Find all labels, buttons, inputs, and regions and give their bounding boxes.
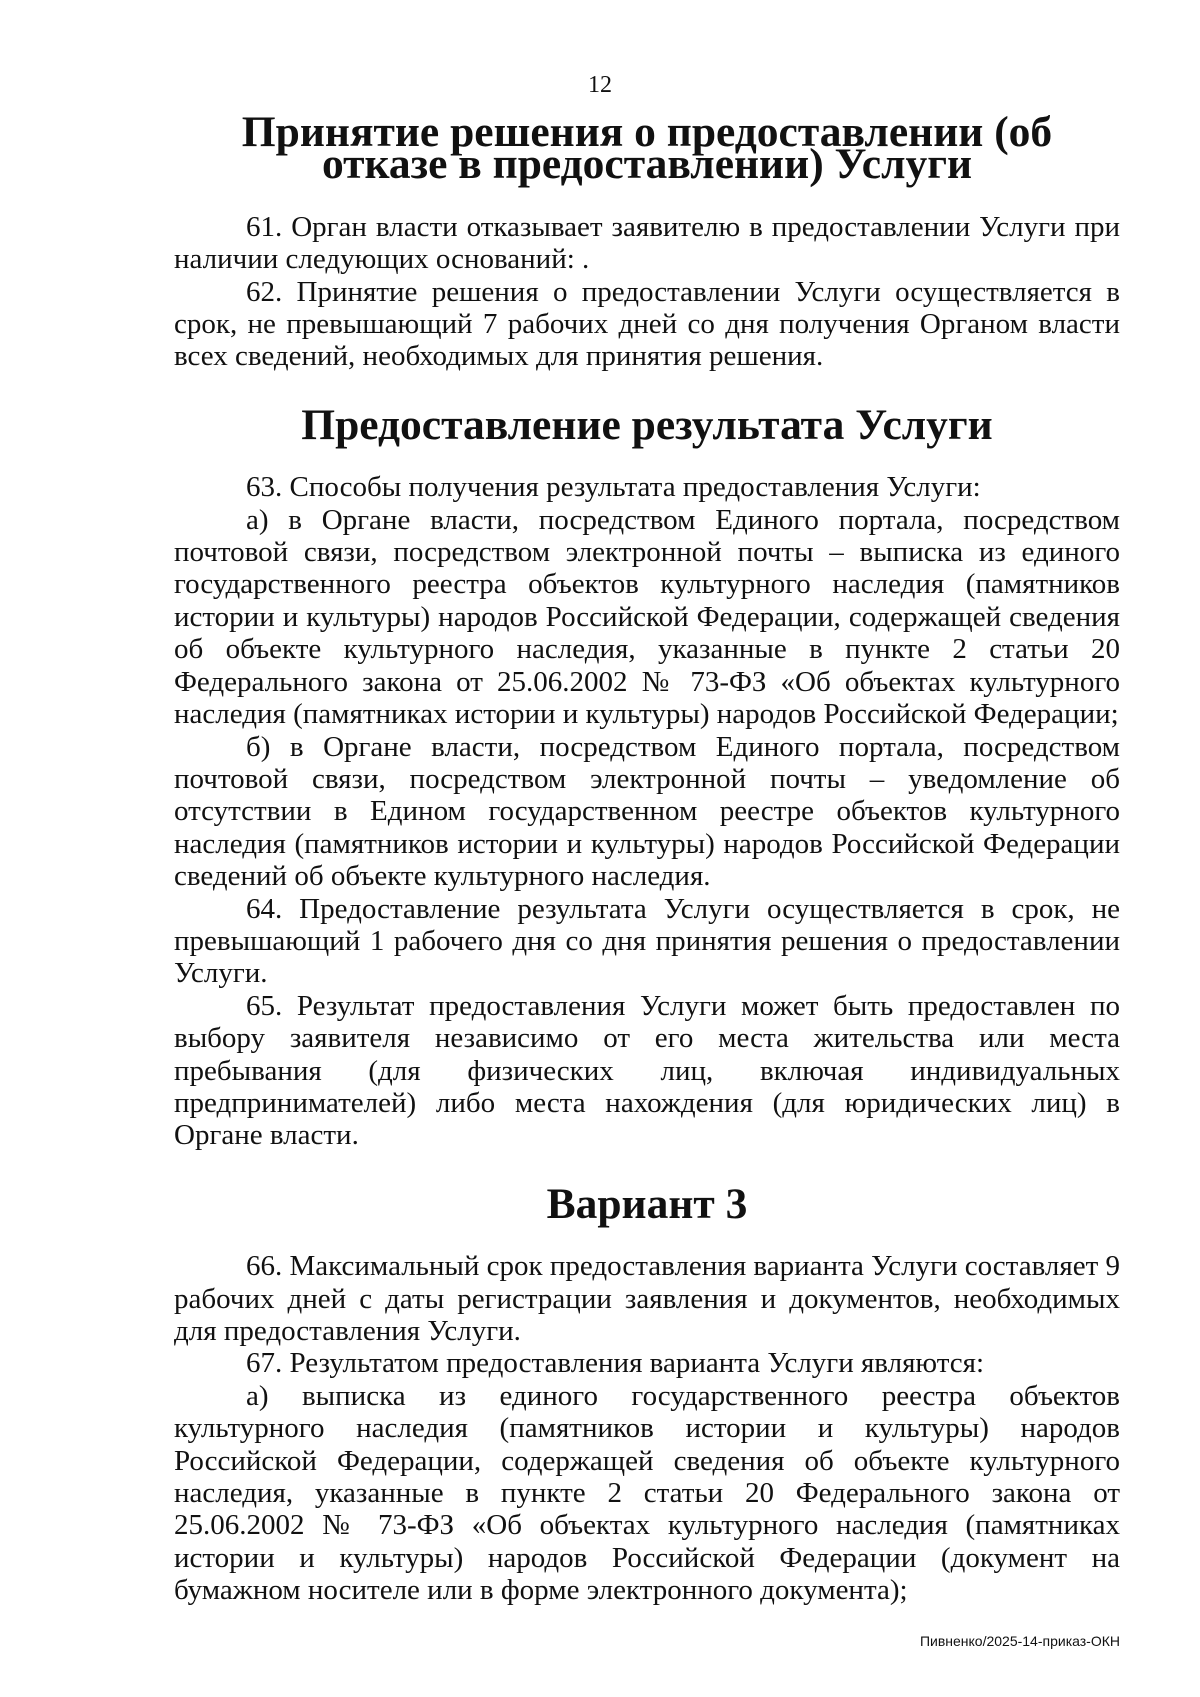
page-number: 12 [588, 72, 612, 98]
paragraph-63-a: а) в Органе власти, посредством Единого портала, посредством почтовой связи, посредством электронной почты – выписка из единого государственного реестра объектов культурного наследия (памятников истории и культуры) народов Российской Федерации, содержащей сведения об объекте культурного наследия, указанные в пункте 2 статьи 20 Федерального закона от 25.06.2002 № 73-ФЗ «Об объектах культурного наследия (памятниках истории и культуры) народов Российской Федерации; [174, 503, 1120, 731]
document-body [174, 108, 1120, 1607]
section-heading-variant-3: Вариант 3 [546, 1179, 748, 1228]
paragraph-67: 67. Результатом предоставления варианта Услуги являются: [246, 1347, 984, 1380]
paragraph-63: 63. Способы получения результата предоставления Услуги: [246, 471, 981, 504]
document-footer-code: Пивненко/2025-14-приказ-ОКН [919, 1633, 1120, 1649]
paragraph-61: 61. Орган власти отказывает заявителю в предоставлении Услуги при наличии следующих оснований: . [174, 210, 1120, 276]
section-heading-result: Предоставление результата Услуги [301, 400, 993, 449]
paragraph-67-a: а) выписка из единого государственного реестра объектов культурного наследия (памятников истории и культуры) народов Российской Федерации, содержащей сведения об объекте культурного наследия, указанные в пункте 2 статьи 20 Федерального закона от 25.06.2002 № 73-ФЗ «Об объектах культурного наследия (памятниках истории и культуры) народов Российской Федерации (документ на бумажном носителе или в форме электронного документа); [174, 1379, 1120, 1607]
paragraph-66: 66. Максимальный срок предоставления варианта Услуги составляет 9 рабочих дней с даты регистрации заявления и документов, необходимых для предоставления Услуги. [174, 1250, 1120, 1347]
paragraph-63-b: б) в Органе власти, посредством Единого портала, посредством почтовой связи, посредством электронной почты – уведомление об отсутствии в Едином государственном реестре объектов культурного наследия (памятников истории и культуры) народов Российской Федерации сведений об объекте культурного наследия. [174, 730, 1120, 893]
section-heading-decision: Принятие решения о предоставлении (об отказе в предоставлении) Услуги [241, 108, 1053, 189]
paragraph-65: 65. Результат предоставления Услуги может быть предоставлен по выбору заявителя независимо от его места жительства или места пребывания (для физических лиц, включая индивидуальных предпринимателей) либо места нахождения (для юридических лиц) в Органе власти. [174, 989, 1120, 1152]
paragraph-64: 64. Предоставление результата Услуги осуществляется в срок, не превышающий 1 рабочего дня со дня принятия решения о предоставлении Услуги. [174, 892, 1120, 990]
paragraph-62: 62. Принятие решения о предоставлении Услуги осуществляется в срок, не превышающий 7 рабочих дней со дня получения Органом власти всех сведений, необходимых для принятия решения. [174, 275, 1120, 373]
